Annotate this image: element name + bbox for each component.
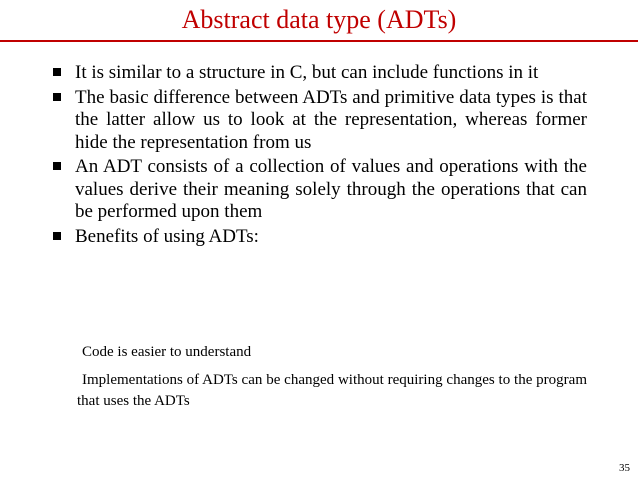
title-divider	[0, 40, 638, 42]
benefit-text: Implementations of ADTs can be changed without requiring changes to the program that uses the ADTs	[77, 372, 587, 409]
bullet-item	[50, 62, 587, 85]
slide-title: Abstract data type (ADTs)	[181, 5, 457, 34]
page-number: 35	[619, 462, 630, 474]
benefit-text: Code is easier to understand	[82, 344, 252, 360]
square-bullet-icon	[53, 68, 61, 76]
bullet-text: Benefits of using ADTs:	[75, 225, 259, 247]
bullet-list	[50, 62, 587, 250]
benefit-item	[77, 342, 587, 363]
square-bullet-icon	[53, 93, 61, 101]
square-bullet-icon	[53, 232, 61, 240]
bullet-item	[50, 156, 587, 224]
bullet-text: The basic difference between ADTs and primitive data types is that the latter allow us to look at the representation, whereas former hide the representation from us	[75, 86, 587, 153]
bullet-text: It is similar to a structure in C, but can include functions in it	[75, 62, 539, 83]
benefit-item	[77, 370, 587, 412]
square-bullet-icon	[53, 162, 61, 170]
bullet-item	[50, 226, 587, 249]
benefit-list	[77, 342, 587, 419]
bullet-item	[50, 87, 587, 155]
bullet-text: An ADT consists of a collection of values and operations with the values derive their meaning solely through the operations that can be performed upon them	[75, 156, 587, 222]
